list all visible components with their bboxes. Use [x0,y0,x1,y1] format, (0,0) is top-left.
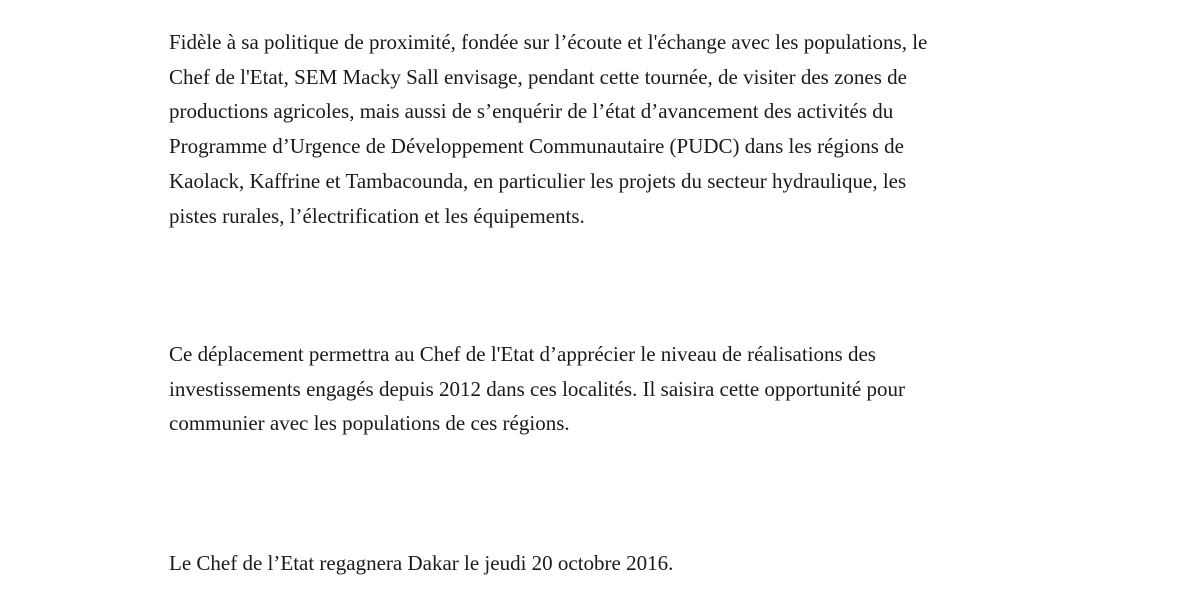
paragraph-line: pistes rurales, l’électrification et les équipements. [169,203,585,228]
paragraph-line: investissements engagés depuis 2012 dans ces localités. Il saisira cette opportunité pour [169,376,905,401]
paragraph-tour-objectives [169,25,927,233]
paragraph-line: productions agricoles, mais aussi de s’enquérir de l’état d’avancement des activités du [169,99,894,124]
paragraph-investments [169,337,905,441]
paragraph-line: Chef de l'Etat, SEM Macky Sall envisage, pendant cette tournée, de visiter des zones de [169,64,907,89]
paragraph-line: Le Chef de l’Etat regagnera Dakar le jeudi 20 octobre 2016. [169,551,674,575]
paragraph-line: Kaolack, Kaffrine et Tambacounda, en particulier les projets du secteur hydraulique, les [169,168,907,193]
paragraph-line: Fidèle à sa politique de proximité, fondée sur l’écoute et l'échange avec les populations, le [169,30,928,54]
paragraph-line: Ce déplacement permettra au Chef de l'Etat d’apprécier le niveau de réalisations des [169,342,876,366]
paragraph-return-date [169,546,673,581]
paragraph-line: Programme d’Urgence de Développement Communautaire (PUDC) dans les régions de [169,134,904,159]
paragraph-line: communier avec les populations de ces régions. [169,411,570,436]
